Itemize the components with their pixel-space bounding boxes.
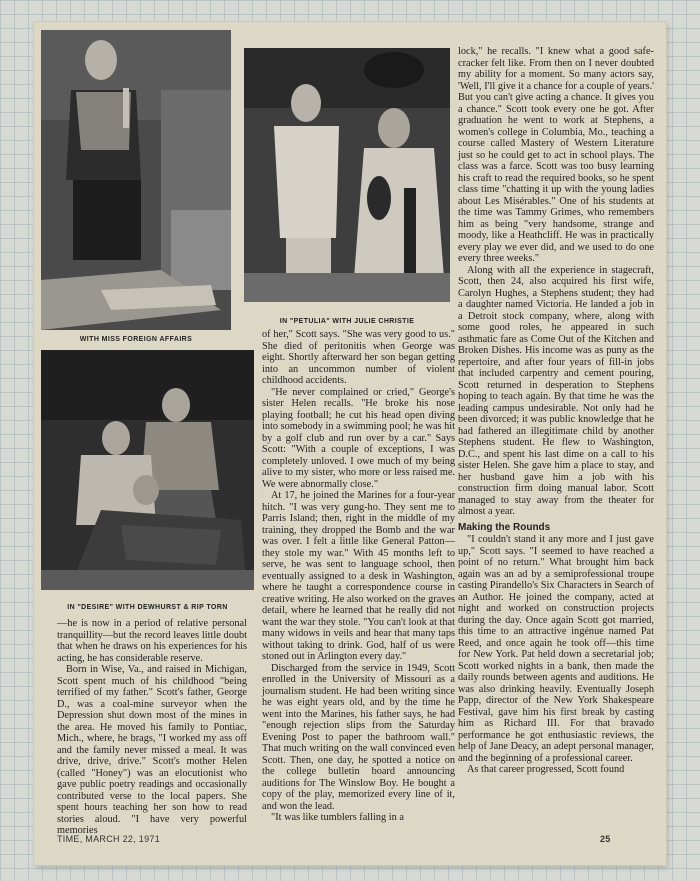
footer-issue-date: TIME, MARCH 22, 1971: [57, 834, 161, 844]
article-column-1: [57, 618, 247, 837]
photo-credit: BY FRIEDMAN—ABELES: [260, 433, 266, 492]
article-paragraph: "It was like tumblers falling in a: [271, 812, 404, 823]
photo-petulia-image: [244, 48, 450, 302]
photo-desire-image: [41, 350, 254, 590]
article-paragraph: Along with all the experience in stagecraft, Scott, then 24, also acquired his first wife, Carolyn Hughes, a Stephens student; they had a daughter named Victoria. He landed a job in a Detroit stock company, where, along with some good roles, he appeared in such asthmatic fare as Come Out of the Kitchen and Broken Dishes. His income was as puny as the repertoire, and after four years of fill-in jobs that included carpentry and cement pouring, Scott returned in desperation to Stephens hoping to teach again. By that time he was the leading campus undesirable. Not only had he been divorced; it was public knowledge that he had fathered an illegitimate child by another Stephens student. He flew to Washington, D.C., and spent his last dime on a call to his sister Helen. She gave him a place to stay, and her husband gave him a job with his construction firm doing manual labor. Scott managed to stay away from the theater for almost a year.: [458, 264, 654, 517]
article-paragraph: Discharged from the service in 1949, Scott enrolled in the University of Missouri as a journalism student. He had been writing since he was eight years old, and by the time he went into the Marines, his father says, he had "enough rejection slips from the Saturday Evening Post to paper the bathroom wall." That much writing on the wall convinced even Scott. Then, one day, he spotted a notice on the college bulletin board announcing auditions for The Winslow Boy. He bought a copy of the play, memorized every line of it, and won the lead.: [262, 662, 455, 812]
photo-miss-foreign-affairs-image: [41, 30, 231, 330]
article-paragraph: "I couldn't stand it any more and I just gave up," Scott says. "I seemed to have reached a point of no return." What brought him back again was an ad by a semiprofessional troupe casting Pirandello's Six Characters in Search of an Author. He joined the company, acted at night and worked on construction projects during the day. Once again Scott got married, this time to an attractive ingénue named Pat Reed, and once again he took off—this time for New York. Pat held down a secretarial job; Scott worked nights in a bank, then made the daily rounds between agents and auditions. He was also drinking heavily. Eventually Joseph Papp, director of the New York Shakespeare Festival, gave him his first break by casting him as Richard III. For that bravado performance he got enthusiastic reviews, the help of Jane Deacy, an adept personal manager, and the beginning of a professional career.: [458, 534, 654, 764]
article-paragraph: —he is now in a period of relative personal tranquillity—but the record leaves little doubt that when he draws on his experiences for his acting, he has considerable reserve.: [57, 618, 247, 664]
article-paragraph: At 17, he joined the Marines for a four-year hitch. "I was very gung-ho. They sent me to Parris Island; then, right in the middle of my training, they dropped the Bomb and the war was over. I felt a little like General Patton—they stole my war." With 45 months left to serve, he was sent to language school, then eventually assigned to a desk in Washington, where he taught a correspondence course in creative writing. He also worked on the graves detail, where he learned that he really did not want the war they stole. "You can't look at that many widows in veils and hear that many taps without taking to drink. God, half of us were stoned out in Arlington every day.": [262, 490, 455, 662]
magazine-page: [34, 22, 666, 865]
caption-photo3: IN "DESIRE" WITH DEWHURST & RIP TORN: [67, 604, 228, 611]
article-paragraph: As that career progressed, Scott found: [467, 764, 625, 775]
photo-desire: [41, 350, 254, 590]
photo-miss-foreign-affairs: [41, 30, 231, 330]
caption-photo2: IN "PETULIA" WITH JULIE CHRISTIE: [279, 318, 415, 325]
article-paragraph: of her," Scott says. "She was very good to us." She died of peritonitis when George was eight. Shortly afterward her son began getting into an uncommon number of violent childhood accidents.: [262, 329, 455, 386]
article-column-3: [458, 46, 654, 776]
article-column-2: [262, 329, 455, 824]
section-heading: Making the Rounds: [458, 521, 551, 533]
article-paragraph: Born in Wise, Va., and raised in Michigan, Scott spent much of his childhood "being terrified of my father." Scott's father, George D., was a coal-mine surveyor when the Depression shut down most of the mines in the area. He moved his family to Pontiac, Mich., where, he brags, "I worked my ass off and the family never missed a meal. It was drive, drive, drive." Scott's mother Helen (called "Honey") was an elocutionist who gave public poetry readings and occasionally contributed verse to the local papers. She spent hours teaching her son how to read stories aloud. "I have very powerful memories: [57, 664, 247, 836]
article-paragraph: "He never complained or cried," George's sister Helen recalls. "He broke his nose playing football; he cut his head open diving into somebody in a swimming pool; he was hit by a golf club and run over by a car." Says Scott: "With a couple of exceptions, I was completely unloved. I owe much of my being alive to my sister, who more or less raised me. We were abnormally close.": [262, 386, 455, 490]
page-number: 25: [600, 834, 611, 844]
article-paragraph: lock," he recalls. "I knew what a good safe-cracker felt like. From then on I never doubted my ability for a moment. So many actors say, 'Well, I'll give it a chance for a couple of years.' But you can't give acting a chance. It gives you a chance." Scott took every one he got. After graduation he went to work at Stephens, a women's college in Columbia, Mo., teaching a course called Mastery of Western Literature just so he could get to act in school plays. The class was a farce. Scott was too busy learning his craft to read the required books, so he spent class time "chatting it up with the young ladies about Les Misérables." One of his students at the time was Tammy Grimes, who remembers him as being "very handsome, strange and moody, like a Heathcliff. He was in practically every play we ever did, and we used to do one every three weeks.": [458, 46, 654, 264]
caption-photo1: WITH MISS FOREIGN AFFAIRS: [79, 336, 193, 343]
photo-petulia: [244, 48, 450, 302]
